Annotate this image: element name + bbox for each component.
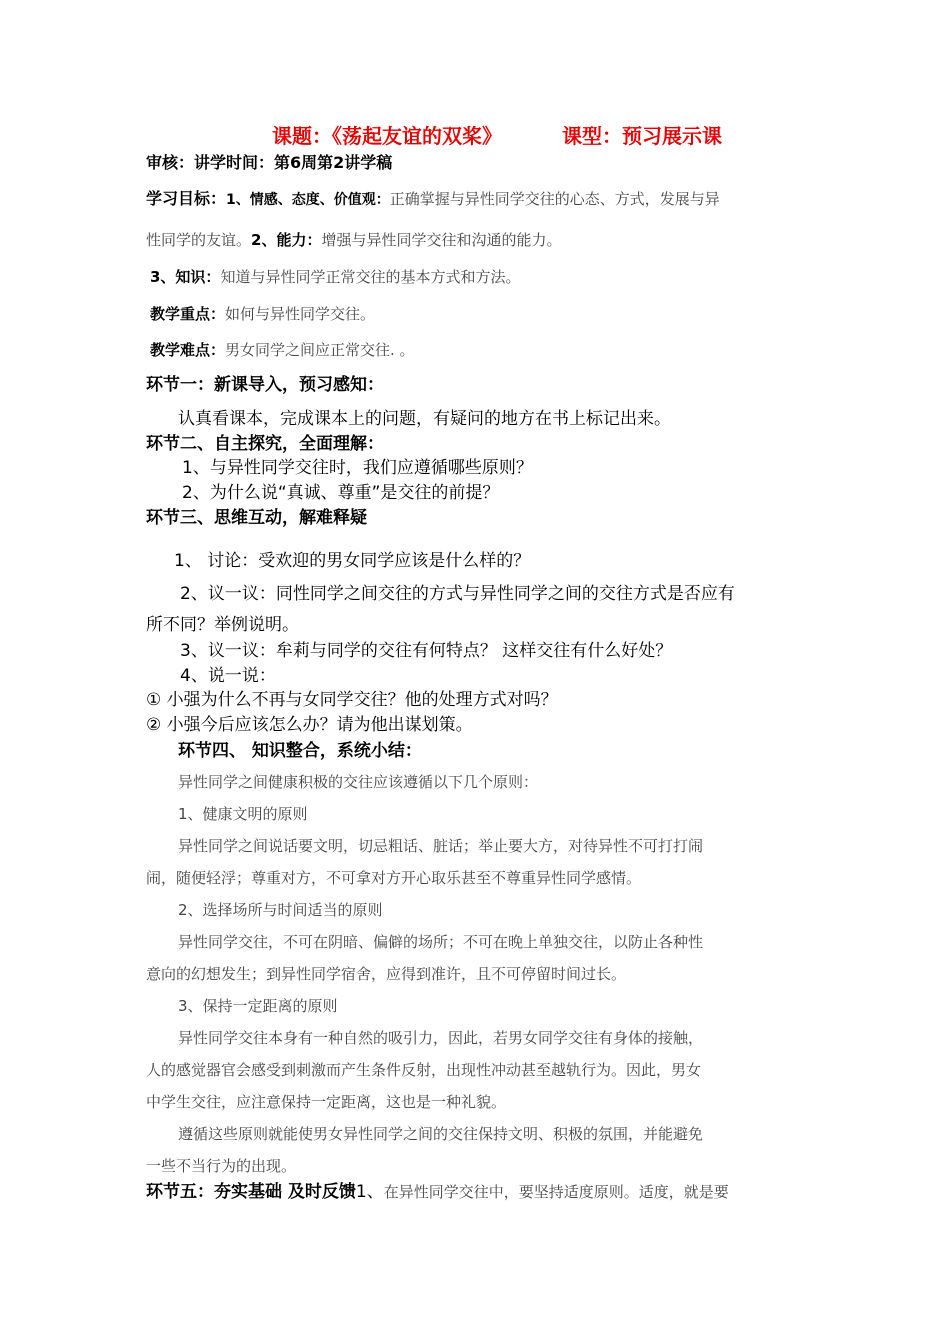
section-5-question-number: 1、 xyxy=(355,1182,384,1202)
principle-3-text-cont-2: 中学生交往，应注意保持一定距离，这也是一种礼貌。 xyxy=(146,1093,507,1111)
teaching-key-line xyxy=(150,305,375,323)
section-3-question-4-1: ① 小强为什么不再与女同学交往？他的处理方式对吗？ xyxy=(146,690,558,710)
teaching-difficulty-text: 男女同学之间应正常交往. 。 xyxy=(225,341,415,359)
principle-3-title: 3、保持一定距离的原则 xyxy=(178,997,338,1015)
objective-3-label: 3、知识： xyxy=(150,268,221,286)
section-2-question-1: 1、与异性同学交往时，我们应遵循哪些原则？ xyxy=(182,458,533,478)
section-3-question-4-2: ② 小强今后应该怎么办？请为他出谋划策。 xyxy=(146,715,473,735)
section-4-conclusion: 遵循这些原则就能使男女异性同学之间的交往保持文明、积极的氛围，并能避免 xyxy=(178,1125,704,1143)
section-2-question-2: 2、为什么说“真诚、尊重”是交往的前提？ xyxy=(182,483,500,503)
objective-2-text: 增强与异性同学交往和沟通的能力。 xyxy=(321,231,562,249)
principle-1-title: 1、健康文明的原则 xyxy=(178,805,308,823)
section-5-heading: 环节五：夯实基础 及时反馈 xyxy=(146,1182,356,1202)
principle-3-text-cont-1: 人的感觉器官会感受到刺激而产生条件反射，出现性冲动甚至越轨行为。因此，男女 xyxy=(146,1061,702,1079)
section-5-question-text: 在异性同学交往中，要坚持适度原则。适度，就是要 xyxy=(383,1183,729,1201)
review-line: 审核：讲学时间：第6周第2讲学稿 xyxy=(146,153,393,172)
section-3-question-1: 1、 讨论：受欢迎的男女同学应该是什么样的？ xyxy=(174,551,531,571)
section-4-heading: 环节四、 知识整合，系统小结： xyxy=(178,741,422,761)
objective-1-text-cont: 性同学的友谊。 xyxy=(146,231,252,249)
section-2-heading: 环节二、自主探究，全面理解： xyxy=(146,434,384,454)
objectives-line-3 xyxy=(150,268,520,286)
principle-2-text: 异性同学交往，不可在阴暗、偏僻的场所；不可在晚上单独交往，以防止各种性 xyxy=(178,933,704,951)
objectives-line-1 xyxy=(146,189,720,209)
section-1-text: 认真看课本，完成课本上的问题，有疑问的地方在书上标记出来。 xyxy=(178,409,671,429)
teaching-key-label: 教学重点： xyxy=(150,305,226,323)
teaching-difficulty-line xyxy=(150,341,415,359)
section-3-question-2: 2、议一议：同性同学之间交往的方式与异性同学之间的交往方式是否应有 xyxy=(180,584,735,604)
objectives-label: 学习目标： xyxy=(146,189,227,208)
objective-3-text: 知道与异性同学正常交往的基本方式和方法。 xyxy=(220,268,521,286)
section-3-heading: 环节三、思维互动，解难释疑 xyxy=(146,508,367,528)
section-3-question-3: 3、议一议：牟莉与同学的交往有何特点？ 这样交往有什么好处？ xyxy=(180,641,673,661)
section-3-question-4: 4、说一说： xyxy=(180,666,276,686)
section-1-heading: 环节一：新课导入，预习感知： xyxy=(146,375,384,395)
lesson-title: 课题：《荡起友谊的双桨》 xyxy=(272,124,502,148)
principle-1-text: 异性同学之间说话要文明，切忌粗话、脏话；举止要大方，对待异性不可打打闹 xyxy=(178,837,704,855)
objective-2-label: 2、能力： xyxy=(251,231,322,249)
principle-1-text-cont: 闹，随便轻浮；尊重对方，不可拿对方开心取乐甚至不尊重异性同学感情。 xyxy=(146,869,642,887)
section-3-question-2-cont: 所不同？举例说明。 xyxy=(146,615,299,635)
lesson-type: 课型：预习展示课 xyxy=(562,124,722,148)
section-4-conclusion-cont: 一些不当行为的出现。 xyxy=(146,1157,297,1175)
objective-1-text: 正确掌握与异性同学交往的心态、方式，发展与异 xyxy=(389,190,720,208)
objectives-line-2 xyxy=(146,231,561,249)
teaching-difficulty-label: 教学难点： xyxy=(150,341,226,359)
teaching-key-text: 如何与异性同学交往。 xyxy=(225,305,376,323)
section-5-line xyxy=(146,1182,729,1202)
principle-2-text-cont: 意向的幻想发生；到异性同学宿舍，应得到准许，且不可停留时间过长。 xyxy=(146,965,627,983)
principle-2-title: 2、选择场所与时间适当的原则 xyxy=(178,901,383,919)
objective-1-label: 1、情感、态度、价值观： xyxy=(226,192,390,208)
section-4-intro: 异性同学之间健康积极的交往应该遵循以下几个原则： xyxy=(178,773,539,791)
principle-3-text: 异性同学交往本身有一种自然的吸引力，因此，若男女同学交往有身体的接触， xyxy=(178,1029,704,1047)
